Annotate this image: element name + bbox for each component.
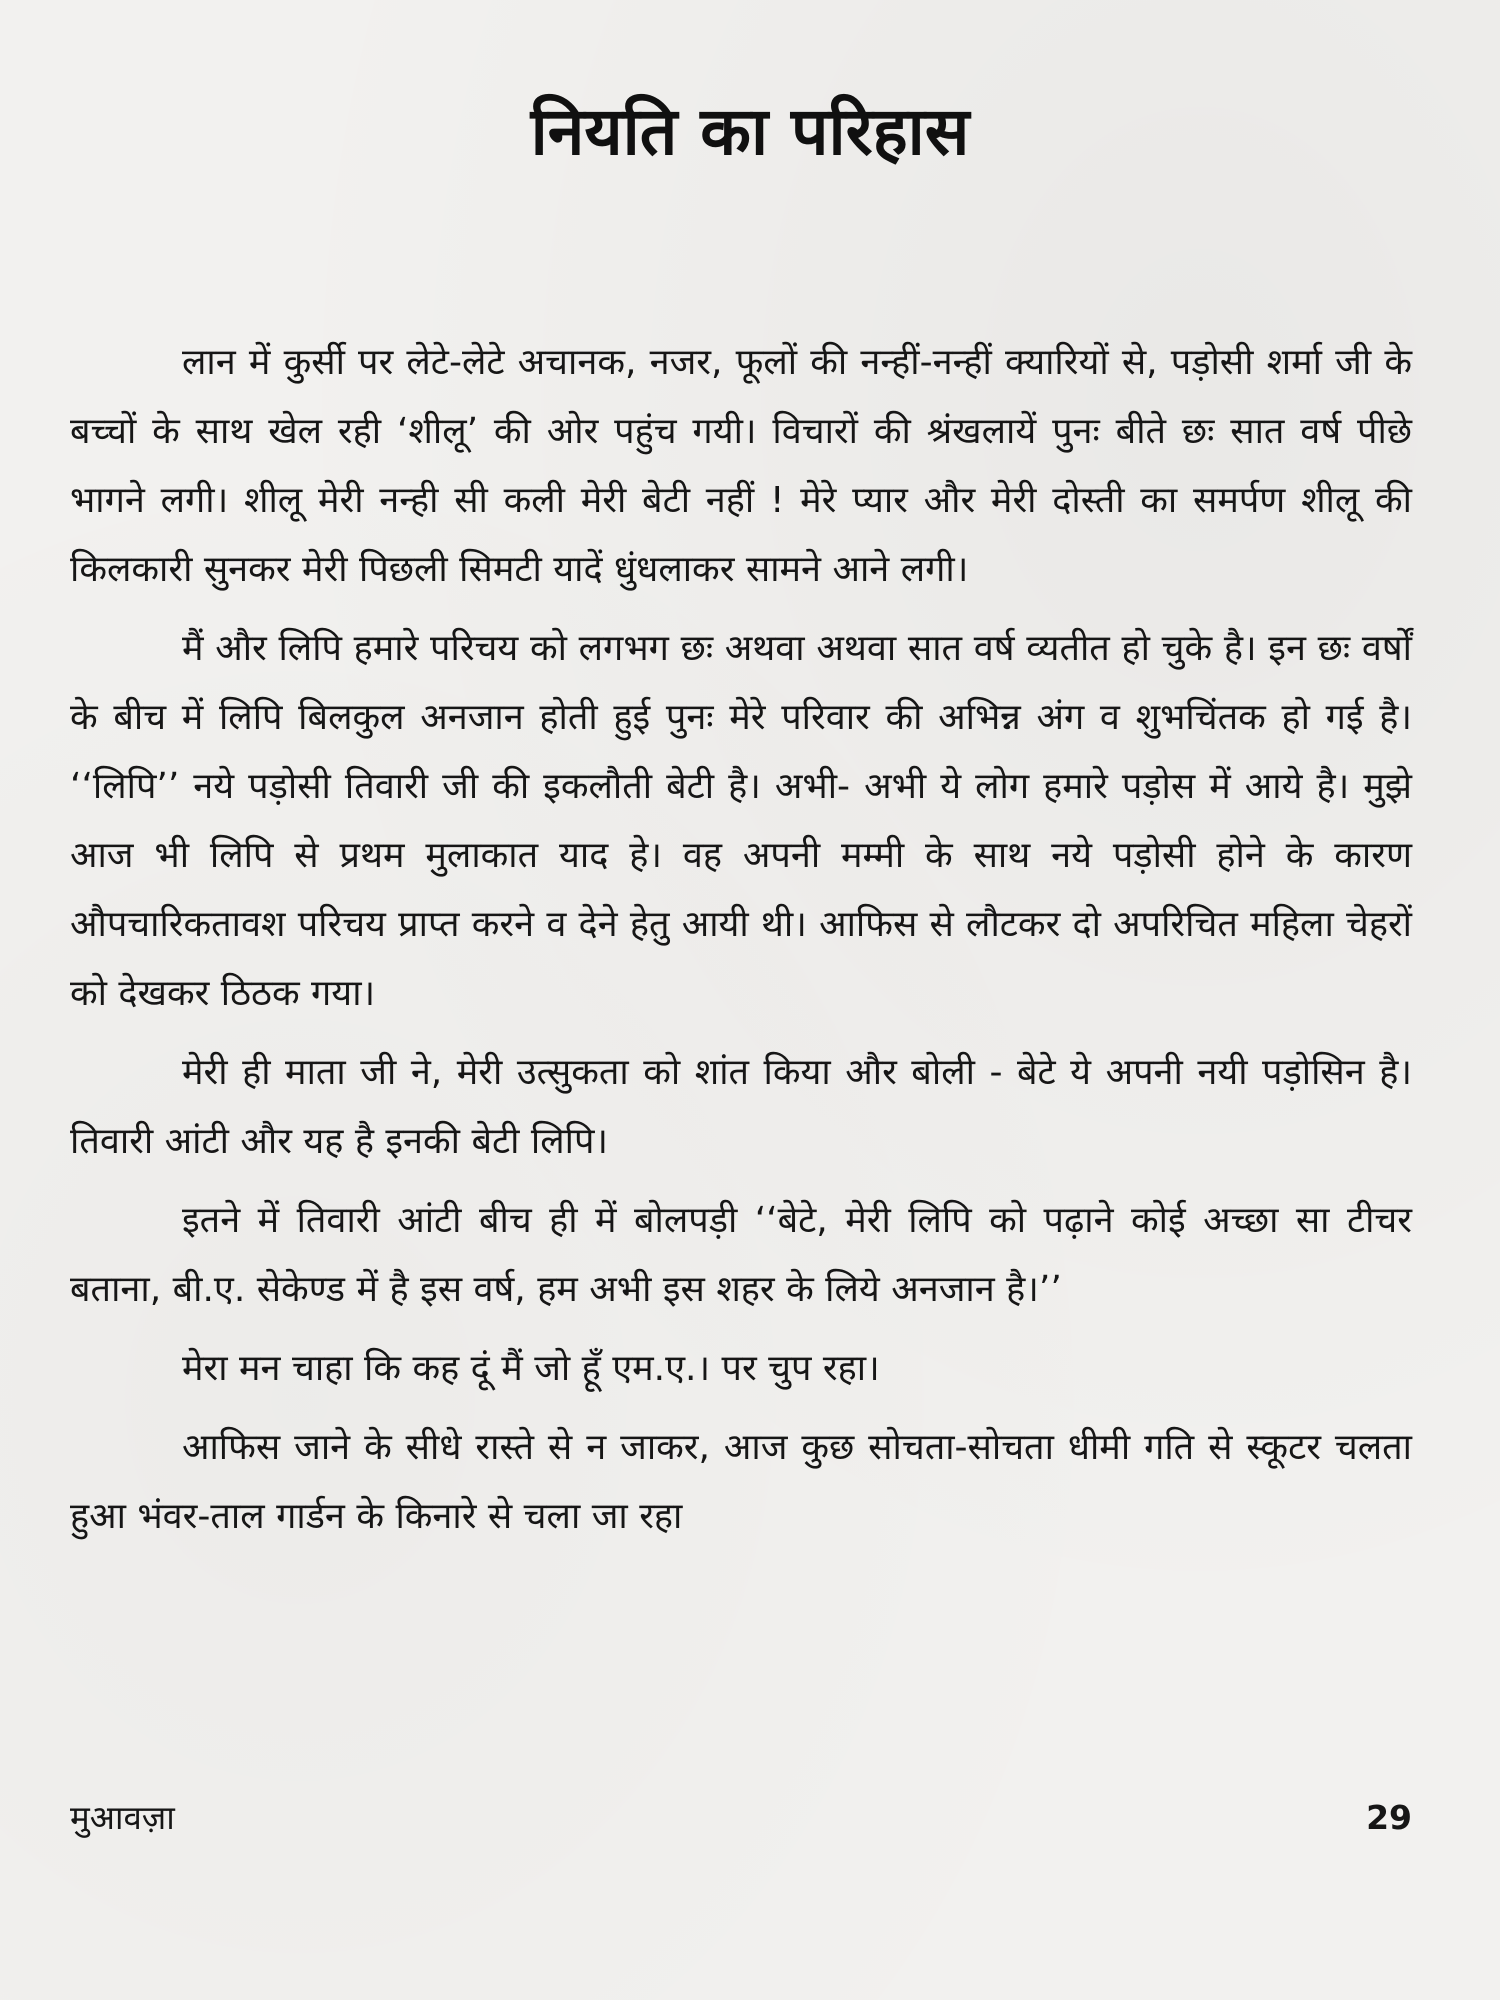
paragraph: इतने में तिवारी आंटी बीच ही में बोलपड़ी ‘‘बेटे, मेरी लिपि को पढ़ाने कोई अच्छा सा टीचर बताना, बी.ए. सेकेण्ड में है इस वर्ष, हम अभी इस शहर के लिये अनजान है।’’ xyxy=(70,1200,1412,1310)
paragraph: मैं और लिपि हमारे परिचय को लगभग छः अथवा अथवा सात वर्ष व्यतीत हो चुके है। इन छः वर्षों के बीच में लिपि बिलकुल अनजान होती हुई पुनः मेरे परिवार की अभिन्न अंग व शुभचिंतक हो गई है। ‘‘लिपि’’ नये पड़ोसी तिवारी जी की इकलौती बेटी है। अभी- अभी ये लोग हमारे पड़ोस में आये है। मुझे आज भी लिपि से प्रथम मुलाकात याद हे। वह अपनी मम्मी के साथ नये पड़ोसी होने के कारण औपचारिकतावश परिचय प्राप्त करने व देने हेतु आयी थी। आफिस से लौटकर दो अपरिचित महिला चेहरों को देखकर ठिठक गया। xyxy=(70,628,1413,1014)
paragraph: मेरी ही माता जी ने, मेरी उत्सुकता को शांत किया और बोली - बेटे ये अपनी नयी पड़ोसिन है। तिवारी आंटी और यह है इनकी बेटी लिपि। xyxy=(70,1052,1412,1162)
chapter-title: नियति का परिहास xyxy=(530,93,970,170)
paragraph: मेरा मन चाहा कि कह दूं मैं जो हूँ एम.ए.। पर चुप रहा। xyxy=(182,1348,880,1389)
running-book-title: मुआवज़ा xyxy=(70,1798,175,1837)
paragraph: लान में कुर्सी पर लेटे-लेटे अचानक, नजर, फूलों की नन्हीं-नन्हीं क्यारियों से, पड़ोसी शर्मा जी के बच्चों के साथ खेल रही ‘शीलू’ की ओर पहुंच गयी। विचारों की श्रंखलायें पुनः बीते छः सात वर्ष पीछे भागने लगी। शीलू मेरी नन्ही सी कली मेरी बेटी नहीं ! मेरे प्यार और मेरी दोस्ती का समर्पण शीलू की किलकारी सुनकर मेरी पिछली सिमटी यादें धुंधलाकर सामने आने लगी। xyxy=(70,342,1412,590)
chapter-body xyxy=(70,328,1412,1561)
paragraph: आफिस जाने के सीधे रास्ते से न जाकर, आज कुछ सोचता-सोचता धीमी गति से स्कूटर चलता हुआ भंवर-ताल गार्डन के किनारे से चला जा रहा xyxy=(70,1427,1412,1537)
page-number: 29 xyxy=(1366,1798,1412,1837)
